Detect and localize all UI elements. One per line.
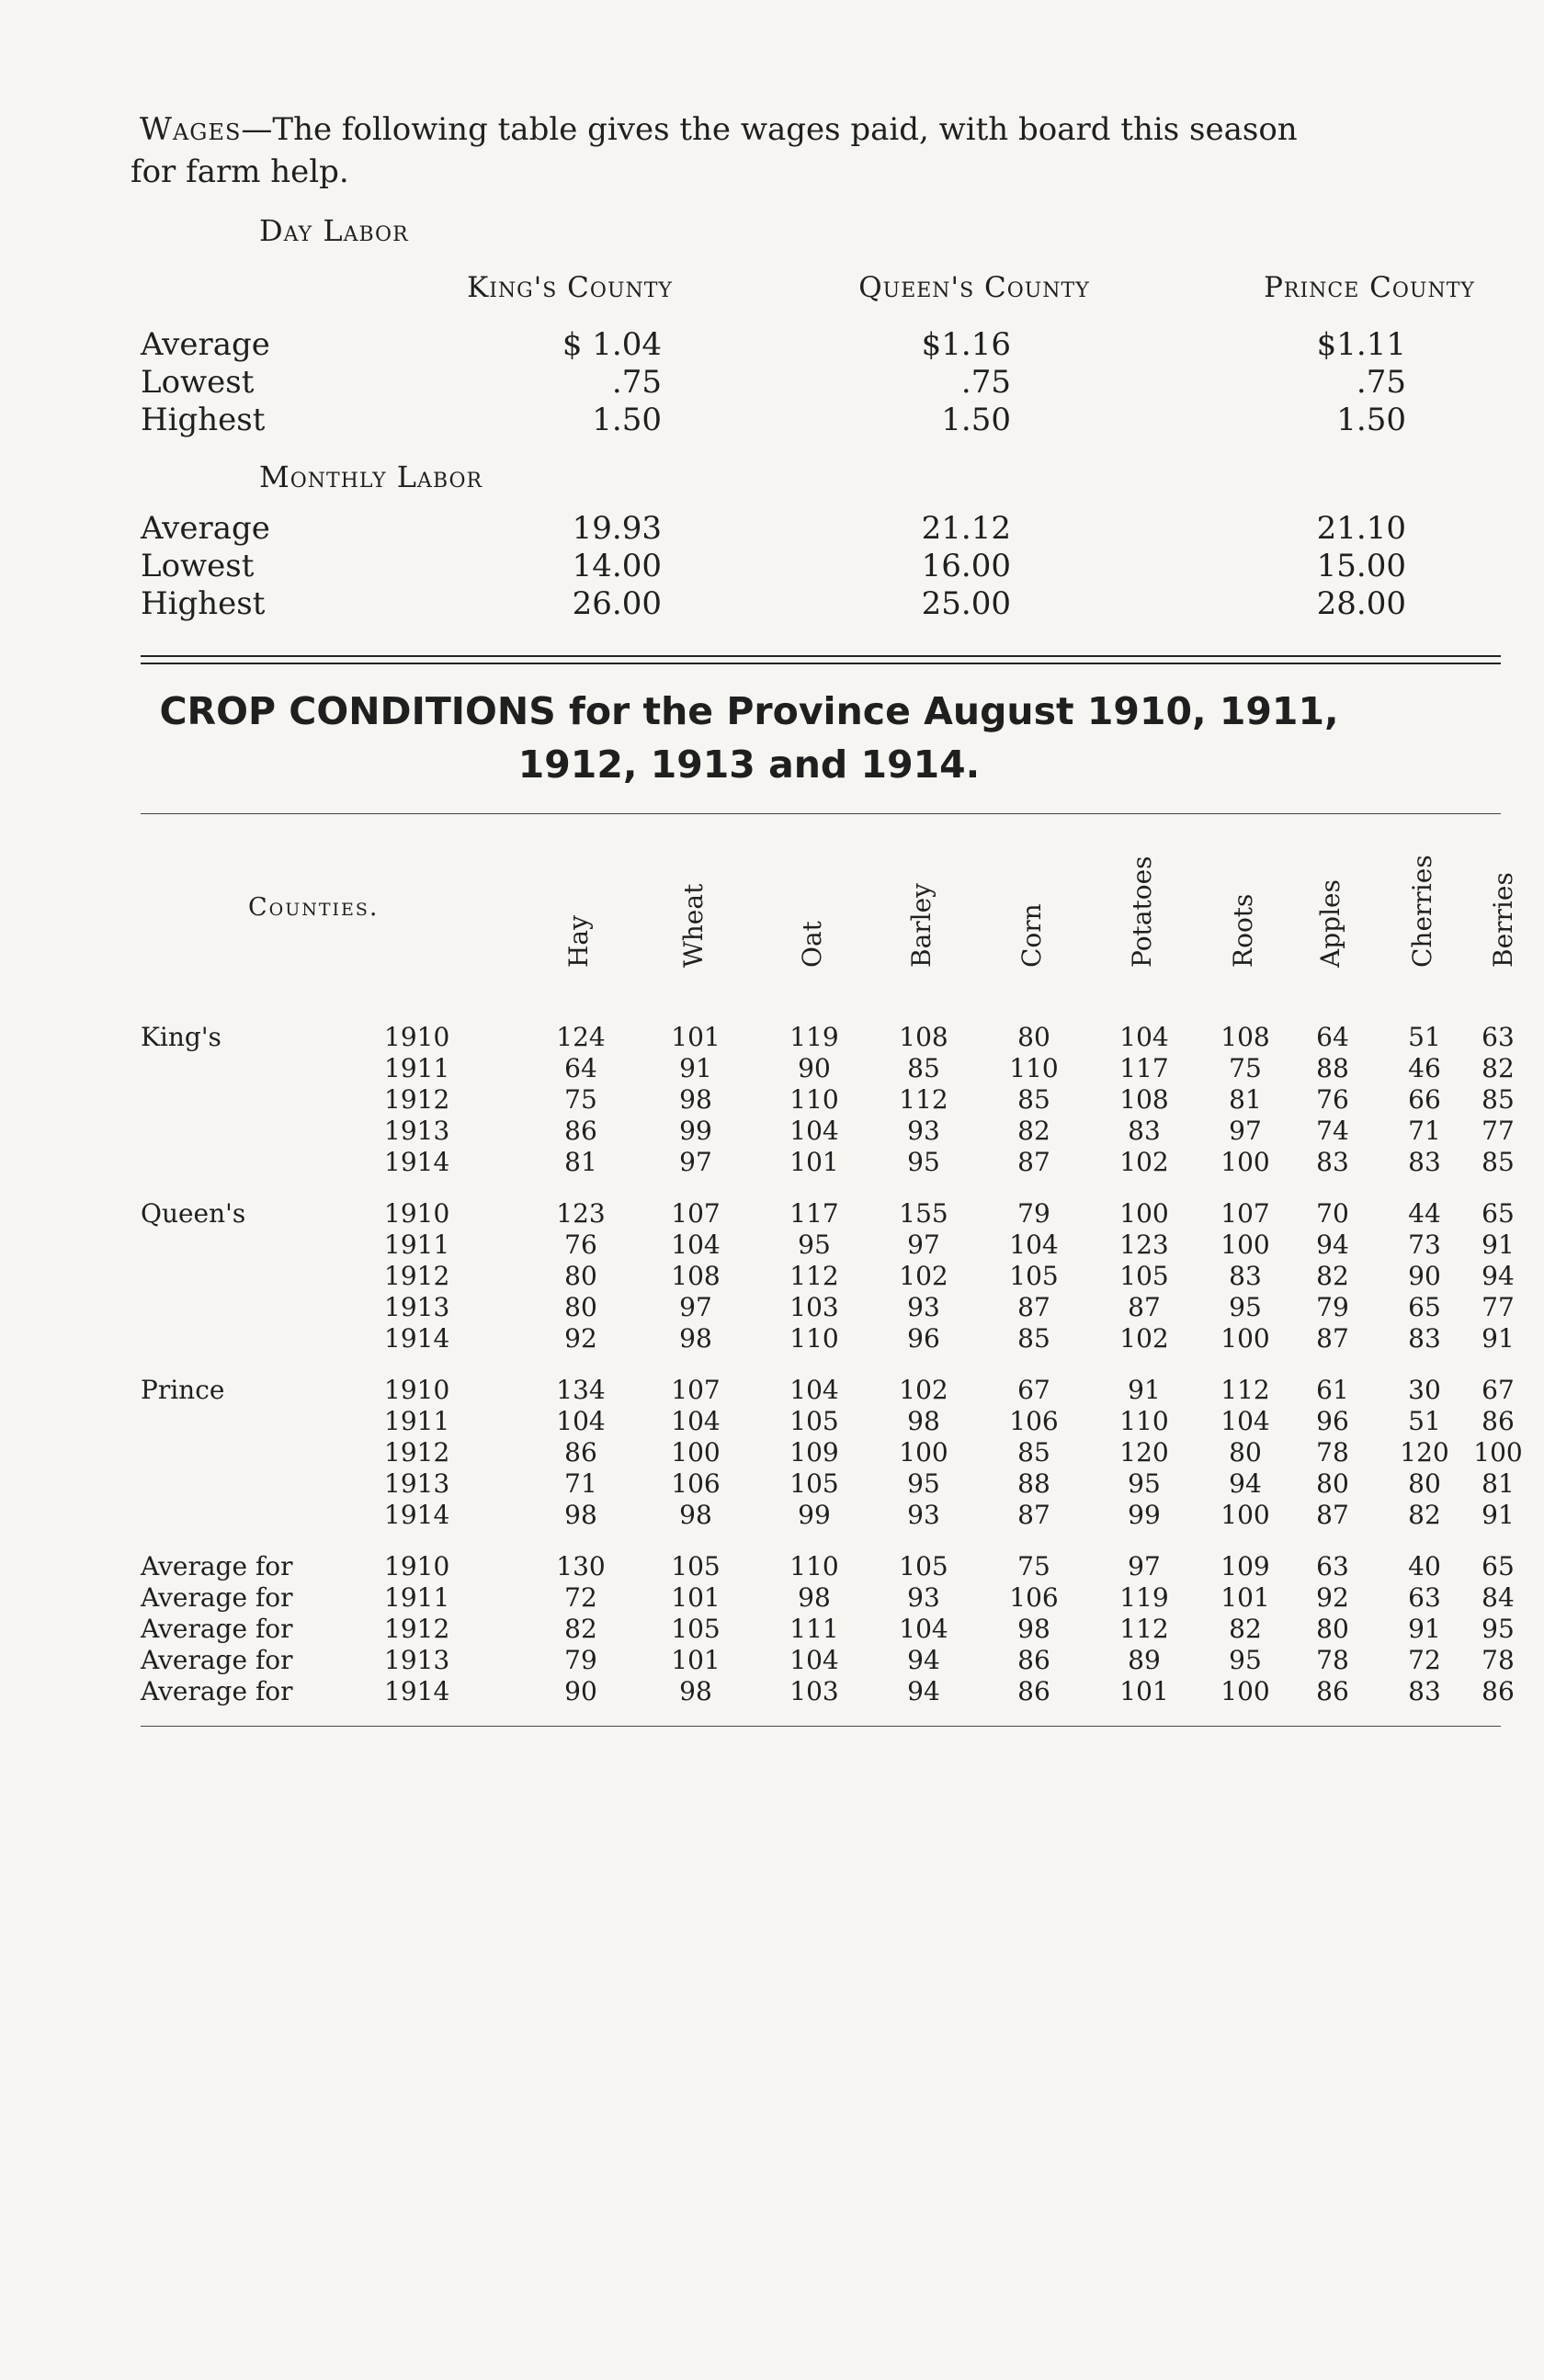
crop-row-year: 1910 [384, 1198, 450, 1229]
crop-row-year: 1913 [384, 1292, 450, 1322]
crop-cell: 71 [564, 1468, 597, 1499]
crop-col-head-corn [1016, 903, 1048, 968]
crop-cell: 91 [1128, 1375, 1161, 1405]
crop-cell: 105 [1119, 1261, 1169, 1291]
crop-col-head-text: Potatoes [1127, 856, 1157, 968]
crop-cell: 90 [564, 1676, 597, 1706]
crop-col-head-roots [1228, 893, 1259, 968]
crop-cell: 82 [1229, 1614, 1262, 1644]
crop-cell: 117 [1119, 1053, 1169, 1083]
crop-cell: 85 [907, 1053, 940, 1083]
crop-cell: 64 [564, 1053, 597, 1083]
crop-cell: 91 [1482, 1230, 1515, 1260]
crop-cell: 97 [1128, 1551, 1161, 1581]
crop-cell: 124 [556, 1022, 606, 1052]
crop-cell: 104 [671, 1230, 721, 1260]
crop-cell: 89 [1128, 1645, 1161, 1675]
crop-cell: 87 [1017, 1292, 1050, 1322]
crop-cell: 104 [671, 1406, 721, 1436]
crop-cell: 76 [564, 1230, 597, 1260]
crop-cell: 104 [1009, 1230, 1059, 1260]
crop-cell: 100 [1220, 1147, 1270, 1177]
crop-cell: 97 [679, 1147, 712, 1177]
crop-row-year: 1912 [384, 1084, 450, 1115]
monthly-labor-cell: 26.00 [572, 585, 662, 622]
crop-row-county: Average for [141, 1551, 293, 1581]
crop-cell: 96 [907, 1323, 940, 1354]
crop-cell: 51 [1408, 1406, 1441, 1436]
crop-cell: 95 [907, 1147, 940, 1177]
crop-cell: 107 [671, 1198, 721, 1229]
crop-cell: 120 [1119, 1437, 1169, 1468]
crop-cell: 108 [1220, 1022, 1270, 1052]
crop-col-head-text: Corn [1016, 903, 1047, 968]
crop-cell: 95 [1482, 1614, 1515, 1644]
crop-row-year: 1912 [384, 1614, 450, 1644]
crop-cell: 86 [564, 1116, 597, 1146]
crop-col-head-berries [1488, 872, 1519, 968]
crop-cell: 83 [1408, 1147, 1441, 1177]
crop-row-year: 1911 [384, 1582, 450, 1613]
crop-cell: 112 [899, 1084, 948, 1115]
crop-col-head-potatoes [1127, 856, 1158, 968]
crop-cell: 94 [1229, 1468, 1262, 1499]
crop-col-head-text: Cherries [1407, 855, 1437, 968]
crop-row-year: 1910 [384, 1375, 450, 1405]
crop-col-head-text: Hay [563, 915, 594, 968]
crop-cell: 75 [564, 1084, 597, 1115]
crop-cell: 66 [1408, 1084, 1441, 1115]
crop-row-year: 1911 [384, 1406, 450, 1436]
crop-cell: 112 [1220, 1375, 1270, 1405]
crop-col-head-oat [797, 921, 828, 968]
crop-cell: 96 [1316, 1406, 1349, 1436]
day-labor-cell: .75 [1356, 364, 1406, 401]
crop-cell: 79 [1017, 1198, 1050, 1229]
crop-cell: 80 [564, 1292, 597, 1322]
crop-cell: 83 [1128, 1116, 1161, 1146]
crop-row-county: Average for [141, 1614, 293, 1644]
crop-cell: 100 [1220, 1676, 1270, 1706]
crop-top-rule [141, 813, 1501, 814]
monthly-labor-cell: 25.00 [921, 585, 1011, 622]
crop-cell: 100 [1220, 1230, 1270, 1260]
crop-cell: 100 [1220, 1323, 1270, 1354]
col-head-kings: King's County [467, 271, 673, 304]
crop-cell: 88 [1316, 1053, 1349, 1083]
crop-cell: 100 [1119, 1198, 1169, 1229]
crop-col-head-wheat [678, 883, 710, 968]
crop-cell: 63 [1316, 1551, 1349, 1581]
crop-cell: 93 [907, 1116, 940, 1146]
crop-cell: 86 [564, 1437, 597, 1468]
crop-cell: 105 [789, 1406, 839, 1436]
crop-cell: 80 [564, 1261, 597, 1291]
crop-cell: 46 [1408, 1053, 1441, 1083]
crop-cell: 86 [1017, 1645, 1050, 1675]
crop-cell: 134 [556, 1375, 606, 1405]
crop-cell: 100 [899, 1437, 948, 1468]
crop-cell: 109 [1220, 1551, 1270, 1581]
crop-col-head-apples [1315, 879, 1346, 968]
crop-cell: 88 [1017, 1468, 1050, 1499]
crop-cell: 80 [1229, 1437, 1262, 1468]
crop-cell: 81 [564, 1147, 597, 1177]
crop-cell: 107 [1220, 1198, 1270, 1229]
crop-cell: 83 [1229, 1261, 1262, 1291]
crop-cell: 98 [798, 1582, 831, 1613]
crop-cell: 110 [1009, 1053, 1059, 1083]
counties-header: Counties. [248, 893, 380, 922]
monthly-labor-row-label: Lowest [141, 548, 255, 584]
crop-cell: 86 [1482, 1406, 1515, 1436]
crop-cell: 83 [1408, 1323, 1441, 1354]
crop-cell: 63 [1482, 1022, 1515, 1052]
crop-cell: 101 [1119, 1676, 1169, 1706]
crop-cell: 85 [1017, 1323, 1050, 1354]
crop-cell: 101 [789, 1147, 839, 1177]
crop-cell: 44 [1408, 1198, 1441, 1229]
crop-cell: 82 [1017, 1116, 1050, 1146]
crop-cell: 99 [679, 1116, 712, 1146]
crop-cell: 104 [789, 1375, 839, 1405]
crop-cell: 104 [1220, 1406, 1270, 1436]
crop-cell: 75 [1229, 1053, 1262, 1083]
crop-cell: 94 [1316, 1230, 1349, 1260]
crop-col-head-text: Berries [1488, 872, 1518, 968]
crop-cell: 105 [1009, 1261, 1059, 1291]
crop-cell: 103 [789, 1292, 839, 1322]
crop-cell: 87 [1017, 1147, 1050, 1177]
crop-cell: 90 [1408, 1261, 1441, 1291]
monthly-labor-cell: 28.00 [1316, 585, 1406, 622]
crop-cell: 110 [789, 1551, 839, 1581]
day-labor-row-label: Lowest [141, 364, 255, 401]
day-labor-cell: 1.50 [941, 402, 1011, 438]
crop-cell: 98 [679, 1323, 712, 1354]
crop-cell: 119 [1119, 1582, 1169, 1613]
crop-cell: 94 [907, 1676, 940, 1706]
crop-cell: 95 [1229, 1645, 1262, 1675]
crop-cell: 80 [1316, 1614, 1349, 1644]
crop-cell: 71 [1408, 1116, 1441, 1146]
crop-row-county: Prince [141, 1375, 225, 1405]
crop-title [138, 685, 1360, 791]
divider-rule-2 [141, 663, 1501, 664]
crop-cell: 112 [1119, 1614, 1169, 1644]
crop-cell: 80 [1316, 1468, 1349, 1499]
crop-cell: 94 [907, 1645, 940, 1675]
crop-row-year: 1911 [384, 1230, 450, 1260]
day-labor-cell: $ 1.04 [562, 326, 662, 363]
crop-cell: 82 [1408, 1500, 1441, 1530]
crop-cell: 97 [1229, 1116, 1262, 1146]
crop-row-year: 1912 [384, 1437, 450, 1468]
crop-cell: 87 [1017, 1500, 1050, 1530]
crop-cell: 100 [1220, 1500, 1270, 1530]
crop-cell: 105 [789, 1468, 839, 1499]
crop-cell: 109 [789, 1437, 839, 1468]
crop-cell: 85 [1017, 1437, 1050, 1468]
crop-cell: 79 [1316, 1292, 1349, 1322]
crop-col-head-cherries [1407, 855, 1438, 968]
crop-cell: 95 [1229, 1292, 1262, 1322]
crop-cell: 51 [1408, 1022, 1441, 1052]
crop-cell: 110 [789, 1084, 839, 1115]
crop-cell: 78 [1482, 1645, 1515, 1675]
crop-row-county: Average for [141, 1582, 293, 1613]
crop-cell: 102 [1119, 1147, 1169, 1177]
crop-cell: 108 [899, 1022, 948, 1052]
crop-cell: 110 [1119, 1406, 1169, 1436]
col-head-prince: Prince County [1264, 271, 1475, 304]
crop-cell: 112 [789, 1261, 839, 1291]
crop-cell: 82 [1482, 1053, 1515, 1083]
monthly-labor-label: Monthly Labor [259, 459, 483, 494]
crop-cell: 95 [1128, 1468, 1161, 1499]
crop-cell: 90 [798, 1053, 831, 1083]
crop-cell: 98 [1017, 1614, 1050, 1644]
crop-cell: 67 [1017, 1375, 1050, 1405]
crop-cell: 92 [564, 1323, 597, 1354]
crop-row-year: 1913 [384, 1116, 450, 1146]
monthly-labor-cell: 16.00 [921, 548, 1011, 584]
crop-row-year: 1912 [384, 1261, 450, 1291]
crop-cell: 98 [679, 1500, 712, 1530]
crop-cell: 110 [789, 1323, 839, 1354]
crop-cell: 111 [789, 1614, 839, 1644]
crop-cell: 117 [789, 1198, 839, 1229]
monthly-labor-cell: 19.93 [572, 510, 662, 547]
crop-cell: 101 [1220, 1582, 1270, 1613]
crop-row-year: 1911 [384, 1053, 450, 1083]
crop-cell: 98 [679, 1676, 712, 1706]
crop-cell: 85 [1482, 1084, 1515, 1115]
day-labor-cell: .75 [611, 364, 662, 401]
crop-cell: 105 [671, 1614, 721, 1644]
crop-cell: 91 [1482, 1500, 1515, 1530]
crop-cell: 78 [1316, 1645, 1349, 1675]
crop-cell: 103 [789, 1676, 839, 1706]
crop-cell: 78 [1316, 1437, 1349, 1468]
crop-cell: 107 [671, 1375, 721, 1405]
wages-lead: Wages [140, 111, 242, 148]
crop-row-year: 1913 [384, 1468, 450, 1499]
crop-cell: 64 [1316, 1022, 1349, 1052]
crop-cell: 81 [1482, 1468, 1515, 1499]
crop-cell: 97 [679, 1292, 712, 1322]
crop-row-year: 1914 [384, 1147, 450, 1177]
crop-cell: 101 [671, 1645, 721, 1675]
crop-cell: 130 [556, 1551, 606, 1581]
crop-cell: 98 [679, 1084, 712, 1115]
crop-cell: 102 [899, 1261, 948, 1291]
crop-cell: 104 [789, 1645, 839, 1675]
crop-col-head-text: Oat [797, 921, 827, 968]
crop-cell: 95 [907, 1468, 940, 1499]
crop-cell: 65 [1482, 1198, 1515, 1229]
crop-cell: 79 [564, 1645, 597, 1675]
crop-cell: 74 [1316, 1116, 1349, 1146]
crop-cell: 104 [899, 1614, 948, 1644]
crop-row-year: 1914 [384, 1500, 450, 1530]
crop-cell: 63 [1408, 1582, 1441, 1613]
crop-cell: 77 [1482, 1116, 1515, 1146]
day-labor-label: Day Labor [259, 213, 409, 248]
crop-cell: 67 [1482, 1375, 1515, 1405]
crop-cell: 82 [1316, 1261, 1349, 1291]
crop-col-head-text: Roots [1228, 893, 1258, 968]
crop-cell: 93 [907, 1500, 940, 1530]
crop-cell: 65 [1482, 1551, 1515, 1581]
crop-cell: 85 [1482, 1147, 1515, 1177]
crop-row-year: 1910 [384, 1022, 450, 1052]
day-labor-cell: $1.11 [1316, 326, 1406, 363]
crop-cell: 84 [1482, 1582, 1515, 1613]
monthly-labor-cell: 21.10 [1316, 510, 1406, 547]
crop-cell: 101 [671, 1582, 721, 1613]
crop-cell: 119 [789, 1022, 839, 1052]
wages-intro-text-2: for farm help. [131, 153, 349, 190]
crop-cell: 120 [1400, 1437, 1449, 1468]
crop-cell: 91 [679, 1053, 712, 1083]
wages-intro-text: —The following table gives the wages paid, with board this season [241, 111, 1298, 148]
crop-cell: 82 [564, 1614, 597, 1644]
crop-col-head-hay [563, 915, 595, 968]
crop-cell: 83 [1316, 1147, 1349, 1177]
crop-cell: 86 [1316, 1676, 1349, 1706]
crop-row-county: Average for [141, 1676, 293, 1706]
crop-col-head-text: Wheat [678, 883, 709, 968]
crop-cell: 98 [907, 1406, 940, 1436]
wages-intro [131, 108, 1518, 193]
crop-cell: 83 [1408, 1676, 1441, 1706]
crop-cell: 86 [1017, 1676, 1050, 1706]
crop-row-county: Average for [141, 1645, 293, 1675]
crop-cell: 77 [1482, 1292, 1515, 1322]
monthly-labor-row-label: Average [141, 510, 270, 547]
crop-cell: 106 [1009, 1406, 1059, 1436]
crop-cell: 123 [1119, 1230, 1169, 1260]
crop-title-line-1: CROP CONDITIONS for the Province August 1910, 1911, [159, 689, 1339, 733]
day-labor-row-label: Highest [141, 402, 266, 438]
crop-cell: 87 [1316, 1323, 1349, 1354]
crop-cell: 87 [1316, 1500, 1349, 1530]
crop-cell: 93 [907, 1292, 940, 1322]
crop-cell: 102 [1119, 1323, 1169, 1354]
crop-cell: 72 [1408, 1645, 1441, 1675]
crop-cell: 106 [1009, 1582, 1059, 1613]
crop-cell: 40 [1408, 1551, 1441, 1581]
crop-cell: 73 [1408, 1230, 1441, 1260]
crop-cell: 104 [789, 1116, 839, 1146]
crop-cell: 105 [671, 1551, 721, 1581]
col-head-queens: Queen's County [858, 271, 1090, 304]
crop-cell: 75 [1017, 1551, 1050, 1581]
crop-cell: 95 [798, 1230, 831, 1260]
crop-cell: 70 [1316, 1198, 1349, 1229]
crop-cell: 76 [1316, 1084, 1349, 1115]
crop-bottom-rule [141, 1726, 1501, 1727]
crop-cell: 155 [899, 1198, 948, 1229]
monthly-labor-cell: 15.00 [1316, 548, 1406, 584]
crop-cell: 72 [564, 1582, 597, 1613]
crop-row-year: 1910 [384, 1551, 450, 1581]
crop-cell: 100 [671, 1437, 721, 1468]
monthly-labor-row-label: Highest [141, 585, 266, 622]
crop-cell: 93 [907, 1582, 940, 1613]
crop-cell: 99 [798, 1500, 831, 1530]
crop-cell: 98 [564, 1500, 597, 1530]
crop-cell: 80 [1017, 1022, 1050, 1052]
crop-title-line-2: 1912, 1913 and 1914. [517, 742, 981, 787]
crop-cell: 102 [899, 1375, 948, 1405]
crop-cell: 108 [1119, 1084, 1169, 1115]
crop-cell: 61 [1316, 1375, 1349, 1405]
crop-cell: 104 [1119, 1022, 1169, 1052]
crop-row-year: 1913 [384, 1645, 450, 1675]
crop-cell: 81 [1229, 1084, 1262, 1115]
crop-cell: 104 [556, 1406, 606, 1436]
day-labor-cell: 1.50 [1336, 402, 1406, 438]
crop-cell: 123 [556, 1198, 606, 1229]
crop-row-year: 1914 [384, 1323, 450, 1354]
crop-cell: 91 [1408, 1614, 1441, 1644]
crop-cell: 101 [671, 1022, 721, 1052]
crop-cell: 85 [1017, 1084, 1050, 1115]
monthly-labor-cell: 14.00 [572, 548, 662, 584]
crop-cell: 99 [1128, 1500, 1161, 1530]
day-labor-row-label: Average [141, 326, 270, 363]
crop-cell: 80 [1408, 1468, 1441, 1499]
divider-rule-1 [141, 655, 1501, 657]
day-labor-cell: .75 [960, 364, 1011, 401]
crop-cell: 86 [1482, 1676, 1515, 1706]
crop-col-head-text: Apples [1315, 879, 1345, 968]
crop-cell: 92 [1316, 1582, 1349, 1613]
crop-cell: 106 [671, 1468, 721, 1499]
crop-cell: 100 [1473, 1437, 1523, 1468]
crop-row-county: Queen's [141, 1198, 246, 1229]
crop-row-year: 1914 [384, 1676, 450, 1706]
crop-cell: 91 [1482, 1323, 1515, 1354]
crop-cell: 65 [1408, 1292, 1441, 1322]
crop-cell: 94 [1482, 1261, 1515, 1291]
monthly-labor-cell: 21.12 [921, 510, 1011, 547]
crop-cell: 97 [907, 1230, 940, 1260]
day-labor-cell: 1.50 [592, 402, 662, 438]
crop-cell: 30 [1408, 1375, 1441, 1405]
crop-row-county: King's [141, 1022, 221, 1052]
crop-cell: 105 [899, 1551, 948, 1581]
day-labor-cell: $1.16 [921, 326, 1011, 363]
crop-cell: 108 [671, 1261, 721, 1291]
crop-col-head-text: Barley [906, 883, 937, 968]
crop-cell: 87 [1128, 1292, 1161, 1322]
